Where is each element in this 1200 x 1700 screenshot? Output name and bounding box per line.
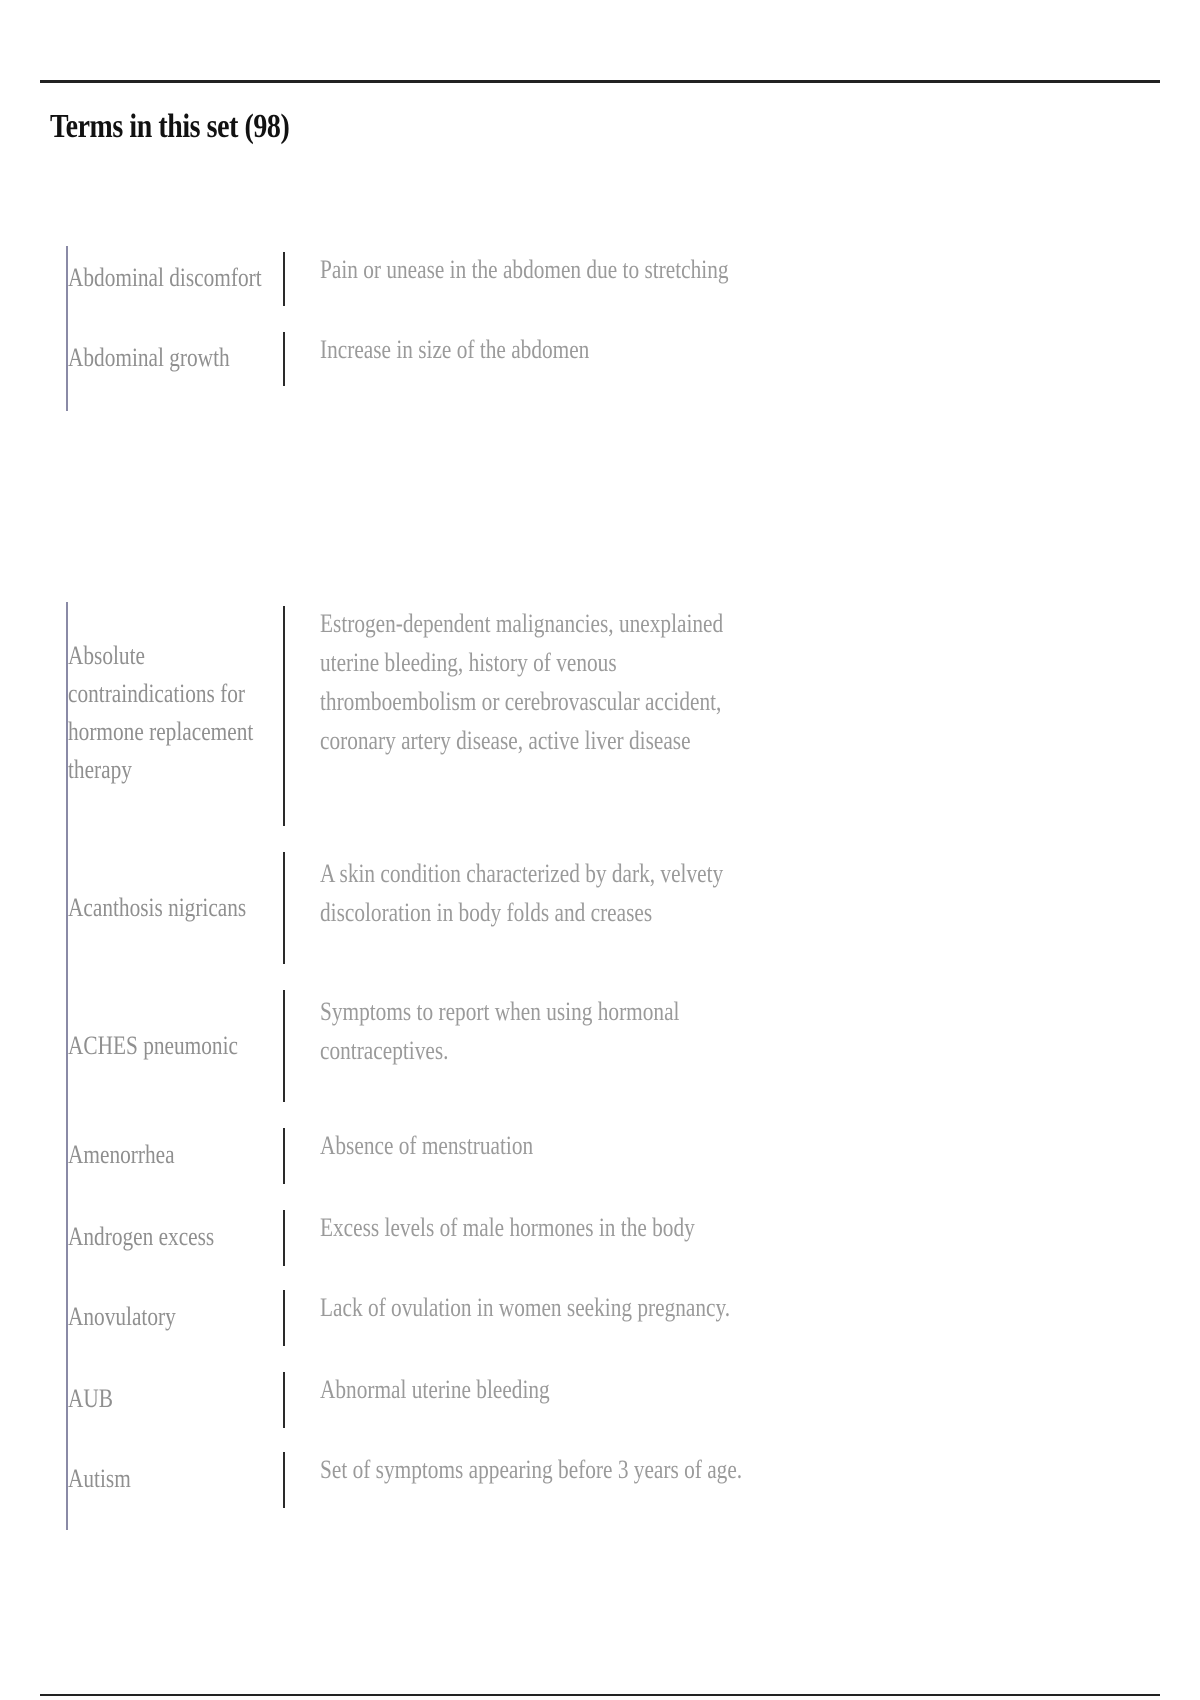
definition-text: Absence of menstruation bbox=[320, 1131, 534, 1160]
term-label: Absolute contraindications for hormone replacement therapy bbox=[68, 641, 254, 784]
term-label: Autism bbox=[68, 1464, 131, 1493]
term-label: Abdominal discomfort bbox=[68, 263, 262, 292]
definition-text: Increase in size of the abdomen bbox=[320, 335, 590, 364]
term-card[interactable] bbox=[68, 852, 1068, 964]
definition-text: Pain or unease in the abdomen due to stretching bbox=[320, 255, 729, 284]
set-heading: Terms in this set (98) bbox=[50, 108, 290, 145]
card-divider bbox=[283, 606, 285, 826]
term-card[interactable] bbox=[68, 1288, 1068, 1346]
card-divider bbox=[283, 1372, 285, 1428]
card-divider bbox=[283, 852, 285, 964]
definition-text: Estrogen-dependent malignancies, unexplained uterine bleeding, history of venous thromboembolism or cerebrovascular accident, coronary artery disease, active liver disease bbox=[320, 609, 724, 755]
term-label: Abdominal growth bbox=[68, 343, 230, 372]
term-group-1 bbox=[66, 246, 729, 411]
bottom-rule bbox=[40, 1694, 1160, 1696]
definition-text: Symptoms to report when using hormonal contraceptives. bbox=[320, 997, 680, 1065]
term-label: AUB bbox=[68, 1384, 114, 1413]
term-card[interactable] bbox=[68, 1450, 1068, 1508]
definition-text: Excess levels of male hormones in the body bbox=[320, 1213, 695, 1242]
term-label: Amenorrhea bbox=[68, 1140, 175, 1169]
definition-text: Abnormal uterine bleeding bbox=[320, 1375, 550, 1404]
term-card[interactable] bbox=[68, 990, 1068, 1102]
card-divider bbox=[283, 252, 285, 306]
card-divider bbox=[283, 1452, 285, 1508]
card-divider bbox=[283, 1290, 285, 1346]
card-divider bbox=[283, 1210, 285, 1266]
definition-text: A skin condition characterized by dark, velvety discoloration in body folds and creases bbox=[320, 859, 724, 927]
term-card[interactable] bbox=[68, 330, 1068, 386]
term-card[interactable] bbox=[68, 1126, 1068, 1184]
term-card[interactable] bbox=[68, 1208, 1068, 1266]
card-divider bbox=[283, 332, 285, 386]
top-rule bbox=[40, 80, 1160, 83]
term-card[interactable] bbox=[68, 250, 1068, 306]
definition-text: Lack of ovulation in women seeking pregnancy. bbox=[320, 1293, 731, 1322]
term-label: Androgen excess bbox=[68, 1222, 215, 1251]
definition-text: Set of symptoms appearing before 3 years of age. bbox=[320, 1455, 743, 1484]
term-group-2 bbox=[66, 602, 743, 1530]
term-card[interactable] bbox=[68, 1370, 1068, 1428]
term-label: ACHES pneumonic bbox=[68, 1031, 238, 1060]
term-card[interactable] bbox=[68, 602, 1068, 824]
term-label: Anovulatory bbox=[68, 1302, 176, 1331]
card-divider bbox=[283, 990, 285, 1102]
card-divider bbox=[283, 1128, 285, 1184]
term-label: Acanthosis nigricans bbox=[68, 893, 247, 922]
